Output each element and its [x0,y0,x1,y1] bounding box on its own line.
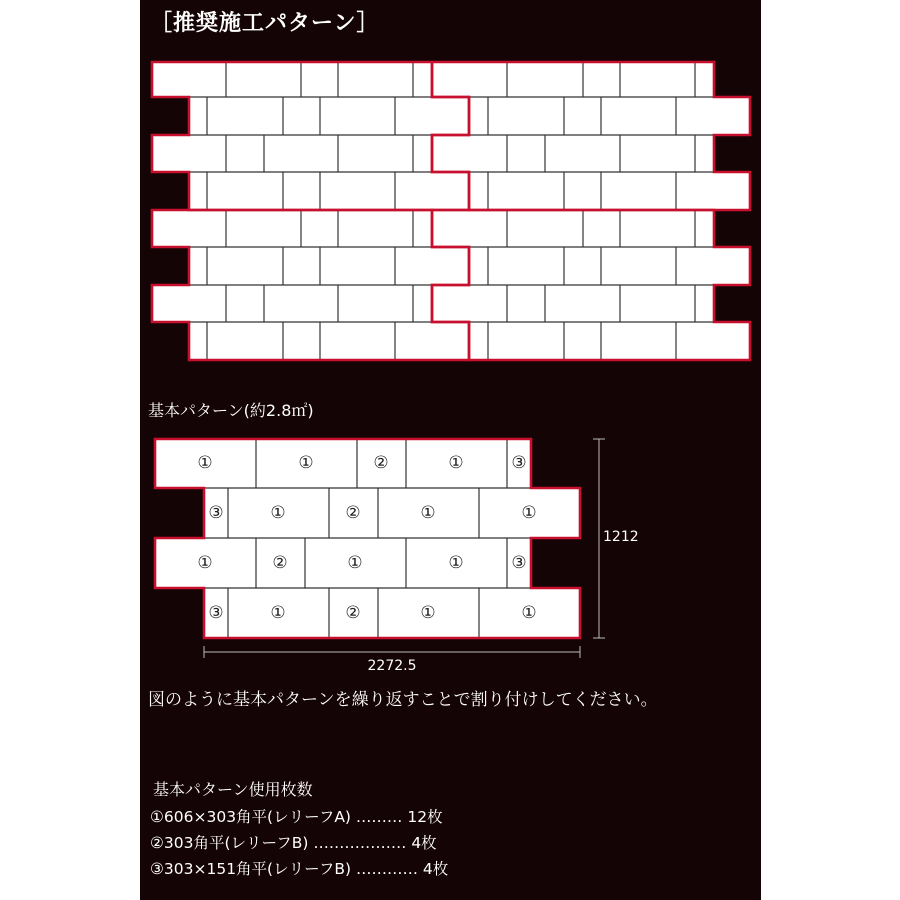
tile-label: ① [197,453,213,473]
tile-label: ③ [208,503,224,523]
width-dimension-label: 2272.5 [367,658,417,674]
usage-dots: ………… [355,860,418,878]
height-dimension-label: 1212 [603,529,639,545]
usage-count: 4枚 [411,834,437,852]
instruction-text: 図のように基本パターンを繰り返すことで割り付けしてください。 [148,690,658,710]
usage-label: ①606×303角平(レリーフA) [150,808,351,826]
usage-row [150,831,437,853]
usage-dots: ……………… [313,834,407,852]
tile-label: ① [270,603,286,623]
tile-label: ① [420,503,436,523]
tile-label: ② [345,503,361,523]
tile-label: ① [270,503,286,523]
tile-label: ② [272,553,288,573]
tile-label: ③ [208,603,224,623]
tile-label: ① [521,503,537,523]
basic-pattern [155,439,639,674]
tile-label: ③ [511,453,527,473]
tile-label: ① [448,453,464,473]
usage-row [150,805,443,827]
tile-label: ① [521,603,537,623]
tile-label: ① [448,553,464,573]
usage-count: 4枚 [422,860,449,878]
usage-label: ②303角平(レリーフB) [150,834,309,852]
usage-row [150,857,448,879]
page-title: ［推奨施工パターン］ [150,11,380,36]
tile-label: ③ [511,553,527,573]
tile-label: ① [298,453,314,473]
tile-label: ① [197,553,213,573]
usage-count: 12枚 [407,808,443,826]
width-dimension [204,646,580,658]
tile-label: ① [420,603,436,623]
usage-title: 基本パターン使用枚数 [153,780,313,799]
usage-dots: ……… [355,808,403,826]
tile-label: ② [373,453,389,473]
basic-pattern-label: 基本パターン(約2.8㎡) [148,401,314,420]
tile-label: ① [347,553,363,573]
installation-pattern [152,62,750,360]
tile-label: ② [345,603,361,623]
usage-label: ③303×151角平(レリーフB) [150,860,352,878]
